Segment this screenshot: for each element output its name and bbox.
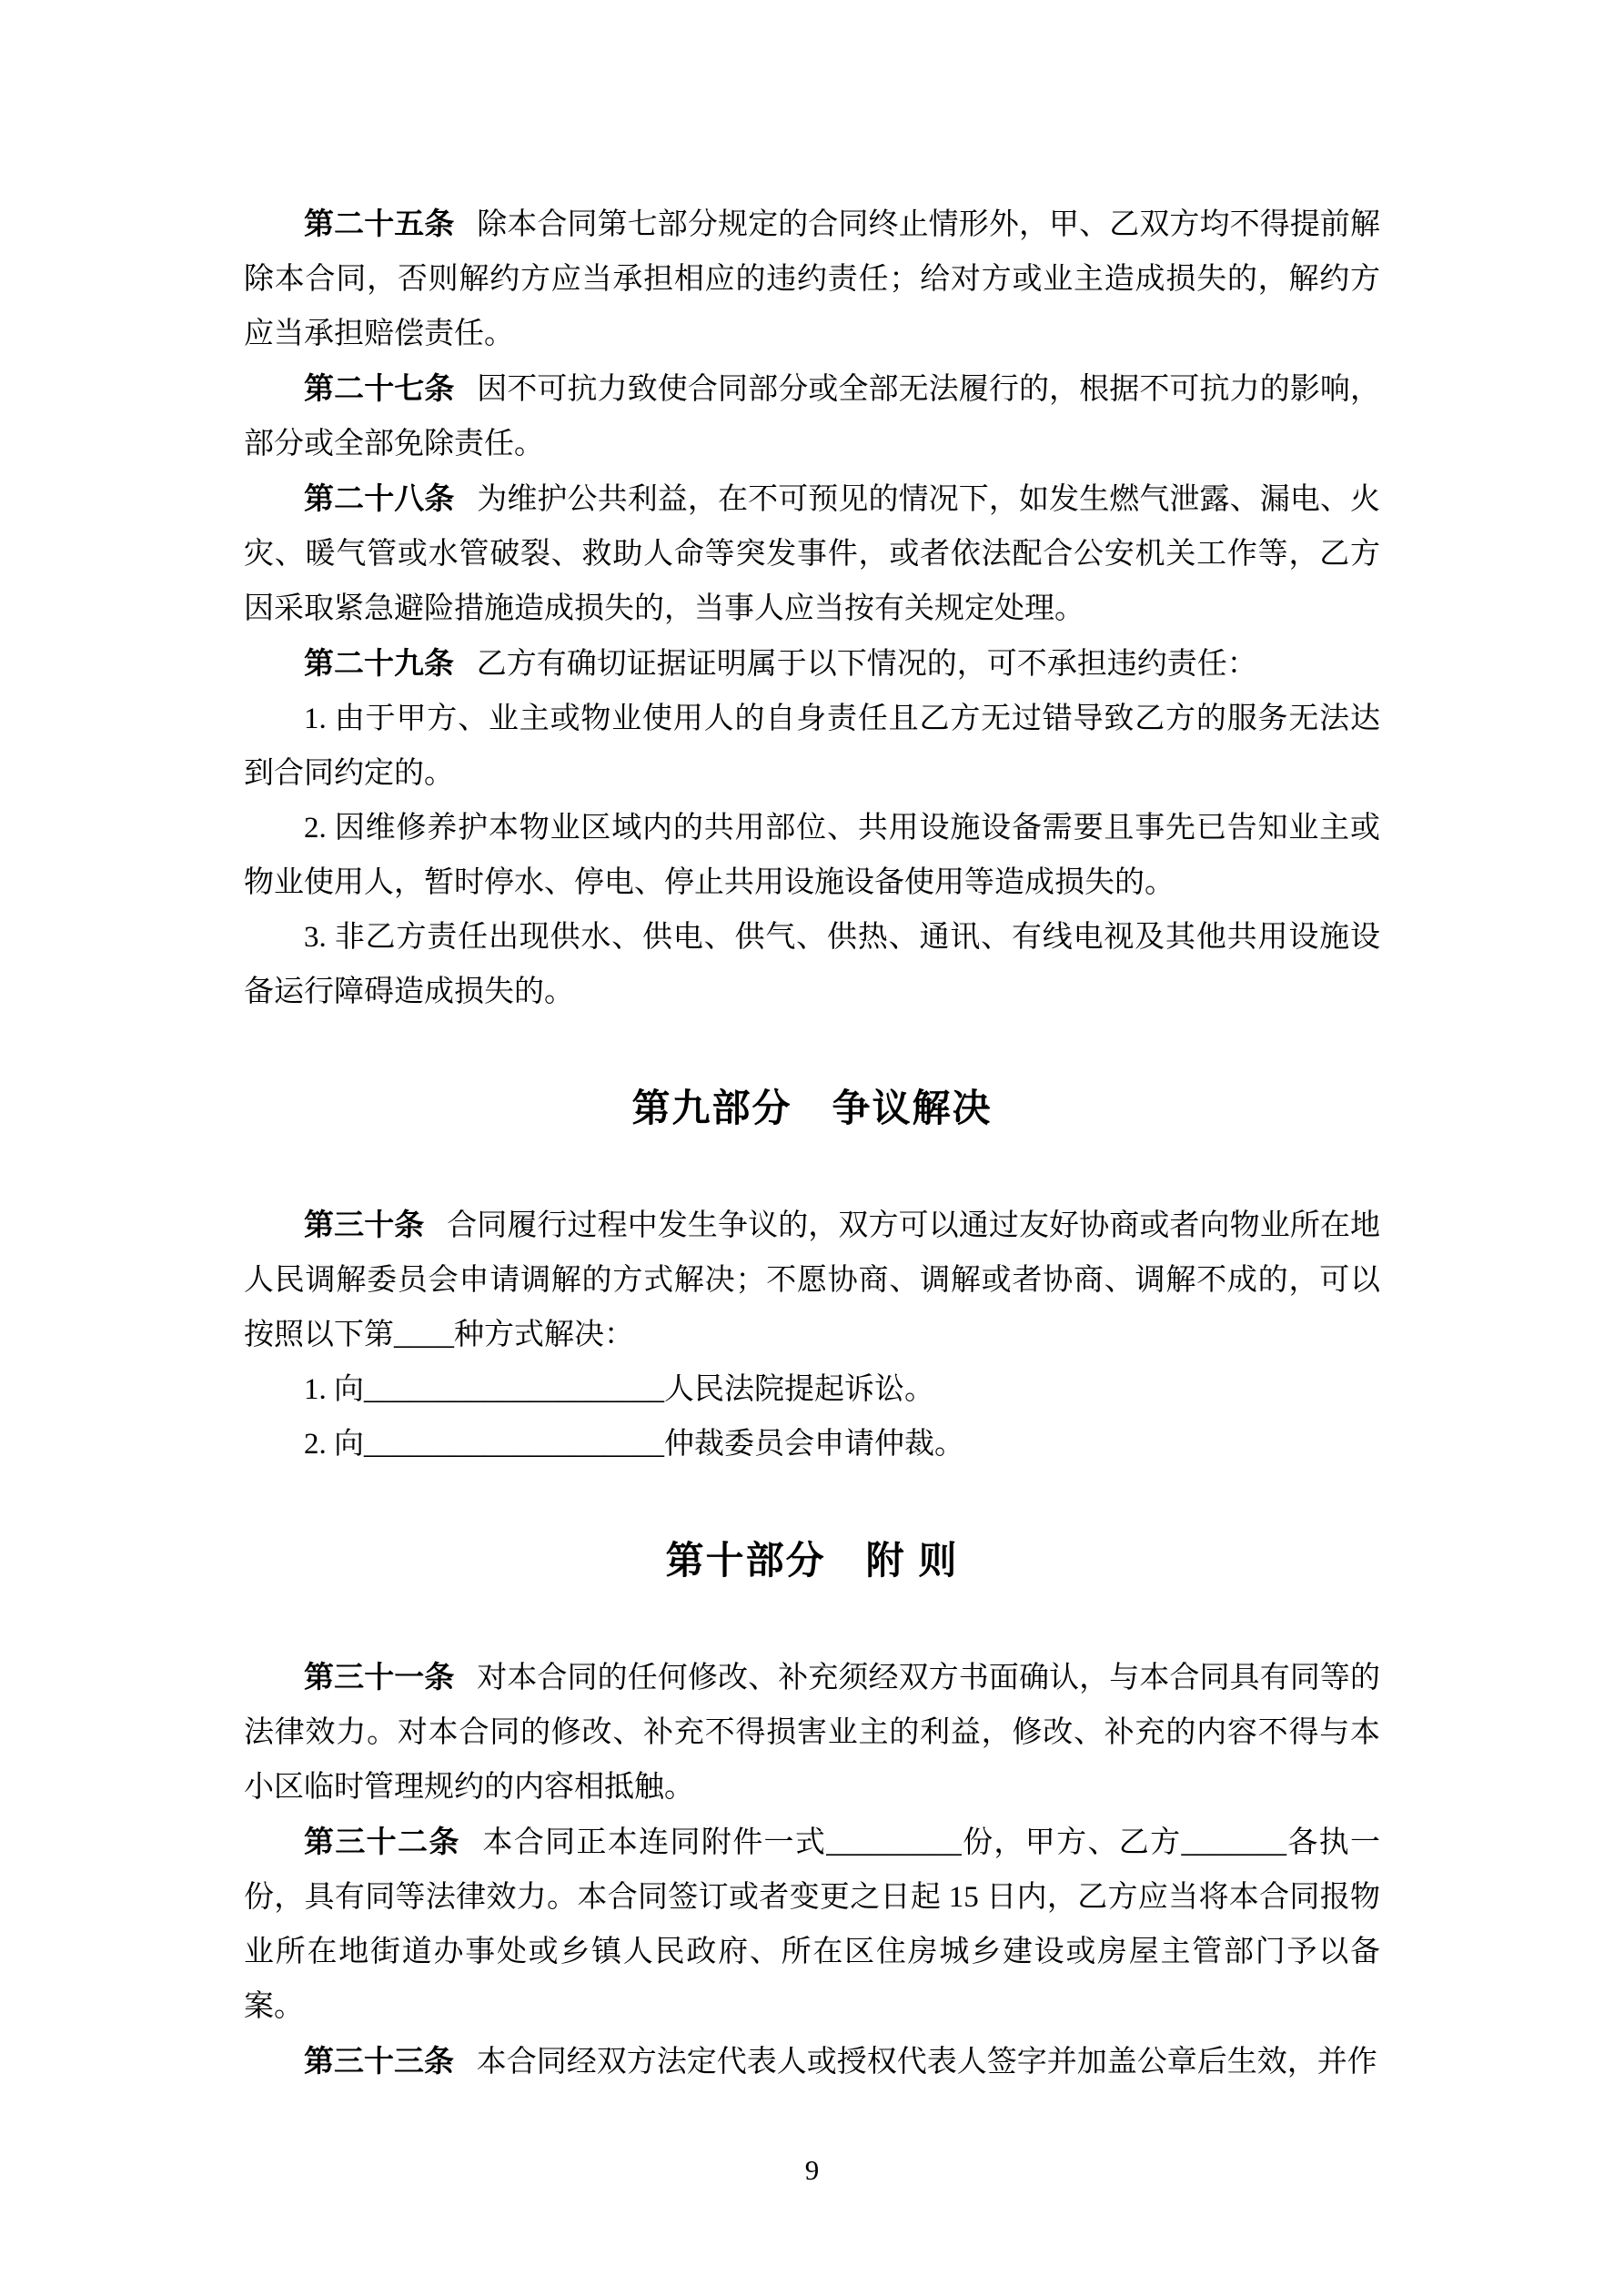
article-text: 因不可抗力致使合同部分或全部无法履行的，根据不可抗力的影响，部分或全部免除责任。 [244,373,1381,460]
section-heading-part9: 第九部分 争议解决 [631,1087,993,1129]
article-text: 本合同正本连同附件一式_________份，甲方、乙方_______各执一份，具有同等法律效力。本合同签订或者变更之日起 15 日内，乙方应当将本合同报物业所在地街道办事处或乡镇人民政府、所在区住房城乡建设或房屋主管部门予以备案。 [244,1826,1381,2023]
list-item-text: 1. 向____________________人民法院提起诉讼。 [304,1373,934,1406]
article-number: 第三十三条 [304,2044,454,2078]
article-text: 合同履行过程中发生争议的，双方可以通过友好协商或者向物业所在地人民调解委员会申请调解的方式解决；不愿协商、调解或者协商、调解不成的，可以按照以下第____种方式解决： [244,1209,1381,1351]
article-number: 第二十九条 [304,646,454,680]
article-number: 第二十八条 [304,481,455,515]
section-heading-part10: 第十部分 附 则 [665,1539,959,1582]
article-text: 除本合同第七部分规定的合同终止情形外，甲、乙双方均不得提前解除本合同，否则解约方应当承担相应的违约责任；给对方或业主造成损失的，解约方应当承担赔偿责任。 [244,208,1381,350]
article-paragraph-33 [244,2034,1380,2089]
list-item-text: 1. 由于甲方、业主或物业使用人的自身责任且乙方无过错导致乙方的服务无法达到合同约定的。 [244,703,1380,790]
dispute-option-litigation [244,1362,1380,1417]
article-paragraph-30 [244,1198,1380,1362]
list-item-2 [244,801,1380,910]
article-paragraph-31 [244,1650,1380,1815]
article-number: 第三十一条 [304,1660,455,1694]
article-paragraph-25 [244,197,1380,361]
article-text: 乙方有确切证据证明属于以下情况的，可不承担违约责任： [476,648,1257,681]
list-item-text: 3. 非乙方责任出现供水、供电、供气、供热、通讯、有线电视及其他共用设施设备运行障碍造成损失的。 [244,921,1380,1008]
article-paragraph-28 [244,471,1380,636]
article-text: 对本合同的任何修改、补充须经双方书面确认，与本合同具有同等的法律效力。对本合同的修改、补充不得损害业主的利益，修改、补充的内容不得与本小区临时管理规约的内容相抵触。 [244,1662,1381,1804]
article-number: 第二十七条 [304,371,455,405]
article-number: 第二十五条 [304,207,455,240]
article-paragraph-32 [244,1815,1380,2034]
article-paragraph-29 [244,636,1380,692]
list-item-3 [244,910,1380,1019]
article-number: 第三十二条 [304,1825,460,1858]
dispute-option-arbitration [244,1417,1380,1472]
article-paragraph-27 [244,361,1380,471]
article-number: 第三十条 [304,1208,425,1241]
article-text: 为维护公共利益，在不可预见的情况下，如发生燃气泄露、漏电、火灾、暖气管或水管破裂、救助人命等突发事件，或者依法配合公安机关工作等，乙方因采取紧急避险措施造成损失的，当事人应当按有关规定处理。 [244,483,1381,625]
list-item-text: 2. 向____________________仲裁委员会申请仲裁。 [304,1428,964,1461]
article-text: 本合同经双方法定代表人或授权代表人签字并加盖公章后生效，并作 [476,2046,1377,2079]
list-item-1 [244,692,1380,801]
list-item-text: 2. 因维修养护本物业区域内的共用部位、共用设施设备需要且事先已告知业主或物业使用人，暂时停水、停电、停止共用设施设备使用等造成损失的。 [244,812,1380,899]
page-number: 9 [804,2154,820,2186]
